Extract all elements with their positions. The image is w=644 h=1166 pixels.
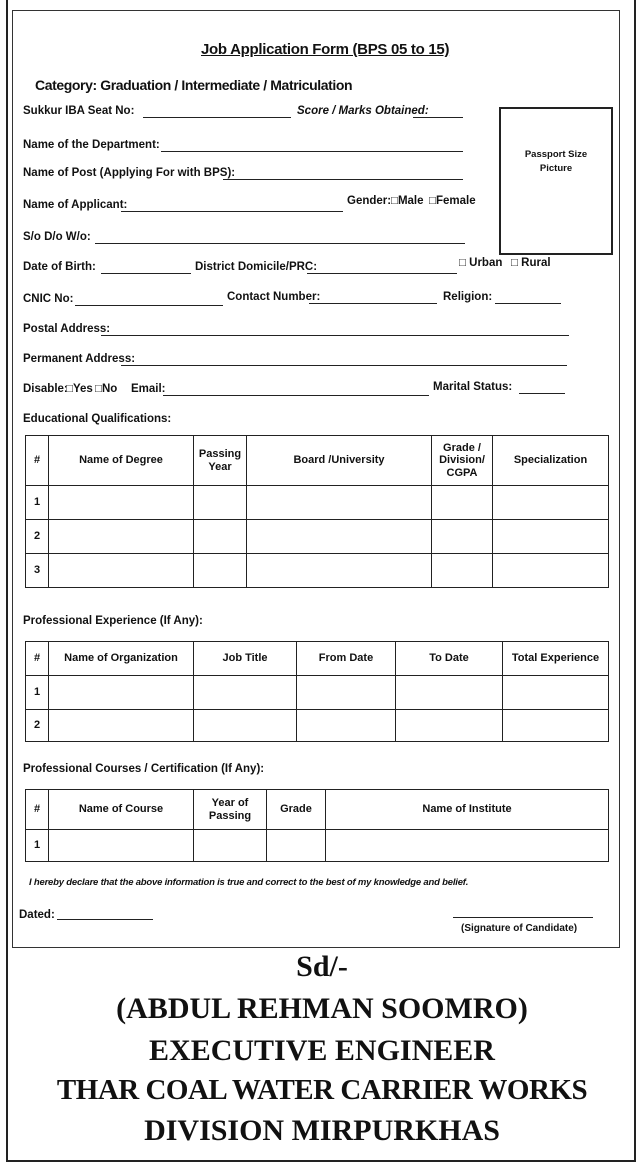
- experience-header-number: #: [26, 642, 49, 676]
- course-cell[interactable]: [49, 830, 194, 862]
- courses-heading: Professional Courses / Certification (If Any):: [23, 763, 265, 775]
- so-do-wo-label: S/o D/o W/o:: [23, 231, 91, 243]
- courses-header-grade: Grade: [267, 790, 326, 830]
- degree-cell[interactable]: [49, 554, 194, 588]
- degree-cell[interactable]: [49, 486, 194, 520]
- education-header-year: Passing Year: [194, 436, 247, 486]
- signature-line: [453, 917, 593, 918]
- seat-no-line: [143, 117, 291, 118]
- form-title: Job Application Form (BPS 05 to 15): [201, 41, 450, 58]
- experience-header-from-date: From Date: [297, 642, 396, 676]
- footer-office: THAR COAL WATER CARRIER WORKS: [56, 1074, 588, 1106]
- domicile-label: District Domicile/PRC:: [195, 261, 318, 273]
- organization-cell[interactable]: [49, 676, 194, 710]
- postal-address-line: [101, 335, 569, 336]
- courses-table: [25, 789, 609, 862]
- courses-header-row: [26, 790, 609, 830]
- disable-label: Disable:: [23, 383, 68, 395]
- so-do-wo-line: [95, 243, 465, 244]
- experience-header-row: [26, 642, 609, 676]
- religion-line: [495, 303, 561, 304]
- from-date-cell[interactable]: [297, 710, 396, 742]
- table-row: [26, 520, 609, 554]
- disable-no-option[interactable]: [95, 383, 117, 395]
- job-application-form: [12, 10, 620, 948]
- table-row: [26, 710, 609, 742]
- row-number: 1: [26, 830, 49, 862]
- gender-male-option[interactable]: [391, 195, 424, 207]
- table-row: [26, 486, 609, 520]
- to-date-cell[interactable]: [396, 676, 503, 710]
- row-number: 2: [26, 710, 49, 742]
- email-label: Email:: [131, 383, 166, 395]
- marital-label: Marital Status:: [433, 381, 513, 393]
- cnic-label: CNIC No:: [23, 293, 74, 305]
- specialization-cell[interactable]: [493, 554, 609, 588]
- courses-header-institute: Name of Institute: [326, 790, 609, 830]
- courses-header-course: Name of Course: [49, 790, 194, 830]
- to-date-cell[interactable]: [396, 710, 503, 742]
- job-title-cell[interactable]: [194, 676, 297, 710]
- footer-division: DIVISION MIRPURKHAS: [144, 1114, 500, 1147]
- photo-label-line1: Passport Size: [524, 149, 588, 160]
- score-label: Score / Marks Obtained:: [297, 105, 429, 117]
- experience-table: [25, 641, 609, 742]
- applicant-label: Name of Applicant:: [23, 199, 128, 211]
- footer-sd: Sd/-: [296, 950, 348, 983]
- education-header-number: #: [26, 436, 49, 486]
- permanent-address-line: [121, 365, 567, 366]
- checkbox-icon: □: [391, 195, 398, 207]
- row-number: 2: [26, 520, 49, 554]
- year-cell[interactable]: [194, 486, 247, 520]
- passing-year-cell[interactable]: [194, 830, 267, 862]
- rural-option[interactable]: [511, 257, 551, 269]
- grade-cell[interactable]: [432, 554, 493, 588]
- permanent-address-label: Permanent Address:: [23, 353, 136, 365]
- organization-cell[interactable]: [49, 710, 194, 742]
- education-table: [25, 435, 609, 588]
- education-header-grade: Grade / Division/ CGPA: [432, 436, 493, 486]
- row-number: 1: [26, 676, 49, 710]
- education-heading: Educational Qualifications:: [23, 413, 172, 425]
- no-label: No: [101, 383, 118, 395]
- footer-designation: EXECUTIVE ENGINEER: [149, 1034, 495, 1067]
- specialization-cell[interactable]: [493, 486, 609, 520]
- dated-line: [57, 919, 153, 920]
- form-category: Category: Graduation / Intermediate / Matriculation: [35, 77, 353, 93]
- year-cell[interactable]: [194, 554, 247, 588]
- rural-label: Rural: [521, 257, 551, 269]
- applicant-line: [121, 211, 343, 212]
- dated-label: Dated:: [19, 909, 55, 921]
- footer-name: (ABDUL REHMAN SOOMRO): [116, 992, 528, 1025]
- post-line: [223, 179, 463, 180]
- table-row: [26, 676, 609, 710]
- experience-header-total: Total Experience: [503, 642, 609, 676]
- table-row: [26, 554, 609, 588]
- institute-cell[interactable]: [326, 830, 609, 862]
- yes-label: Yes: [72, 383, 93, 395]
- grade-cell[interactable]: [432, 486, 493, 520]
- department-line: [161, 151, 463, 152]
- grade-cell[interactable]: [267, 830, 326, 862]
- board-cell[interactable]: [247, 554, 432, 588]
- urban-label: Urban: [469, 257, 503, 269]
- photo-label-line2: Picture: [539, 163, 573, 174]
- declaration-text: I hereby declare that the above information is true and correct to the best of my knowledge and belief.: [29, 877, 469, 888]
- post-label: Name of Post (Applying For with BPS):: [23, 167, 236, 179]
- contact-label: Contact Number:: [227, 291, 321, 303]
- checkbox-icon: □: [459, 257, 466, 269]
- education-header-degree: Name of Degree: [49, 436, 194, 486]
- row-number: 3: [26, 554, 49, 588]
- dob-label: Date of Birth:: [23, 261, 96, 273]
- department-label: Name of the Department:: [23, 139, 160, 151]
- female-label: Female: [435, 195, 476, 207]
- seat-no-label: Sukkur IBA Seat No:: [23, 105, 135, 117]
- urban-option[interactable]: [459, 257, 502, 269]
- postal-address-label: Postal Address:: [23, 323, 111, 335]
- email-line: [163, 395, 429, 396]
- experience-heading: Professional Experience (If Any):: [23, 615, 203, 627]
- row-number: 1: [26, 486, 49, 520]
- cnic-line: [75, 305, 223, 306]
- gender-label: Gender:: [347, 195, 392, 207]
- checkbox-icon: □: [95, 383, 102, 395]
- job-title-cell[interactable]: [194, 710, 297, 742]
- domicile-line: [307, 273, 457, 274]
- gender-female-option[interactable]: [429, 195, 476, 207]
- checkbox-icon: □: [429, 195, 436, 207]
- male-label: Male: [397, 195, 424, 207]
- checkbox-icon: □: [66, 383, 73, 395]
- experience-header-organization: Name of Organization: [49, 642, 194, 676]
- total-experience-cell[interactable]: [503, 710, 609, 742]
- education-header-board: Board /University: [247, 436, 432, 486]
- contact-line: [309, 303, 437, 304]
- grade-cell[interactable]: [432, 520, 493, 554]
- specialization-cell[interactable]: [493, 520, 609, 554]
- from-date-cell[interactable]: [297, 676, 396, 710]
- board-cell[interactable]: [247, 520, 432, 554]
- dob-line: [101, 273, 191, 274]
- degree-cell[interactable]: [49, 520, 194, 554]
- disable-yes-option[interactable]: [66, 383, 93, 395]
- courses-header-number: #: [26, 790, 49, 830]
- checkbox-icon: □: [511, 257, 518, 269]
- year-cell[interactable]: [194, 520, 247, 554]
- signature-label: (Signature of Candidate): [461, 923, 578, 934]
- experience-header-job-title: Job Title: [194, 642, 297, 676]
- table-row: [26, 830, 609, 862]
- experience-header-to-date: To Date: [396, 642, 503, 676]
- total-experience-cell[interactable]: [503, 676, 609, 710]
- courses-header-year: Year of Passing: [194, 790, 267, 830]
- religion-label: Religion:: [443, 291, 493, 303]
- board-cell[interactable]: [247, 486, 432, 520]
- education-header-row: [26, 436, 609, 486]
- passport-photo-box: [499, 107, 613, 255]
- education-header-specialization: Specialization: [493, 436, 609, 486]
- score-line: [413, 117, 463, 118]
- marital-line: [519, 393, 565, 394]
